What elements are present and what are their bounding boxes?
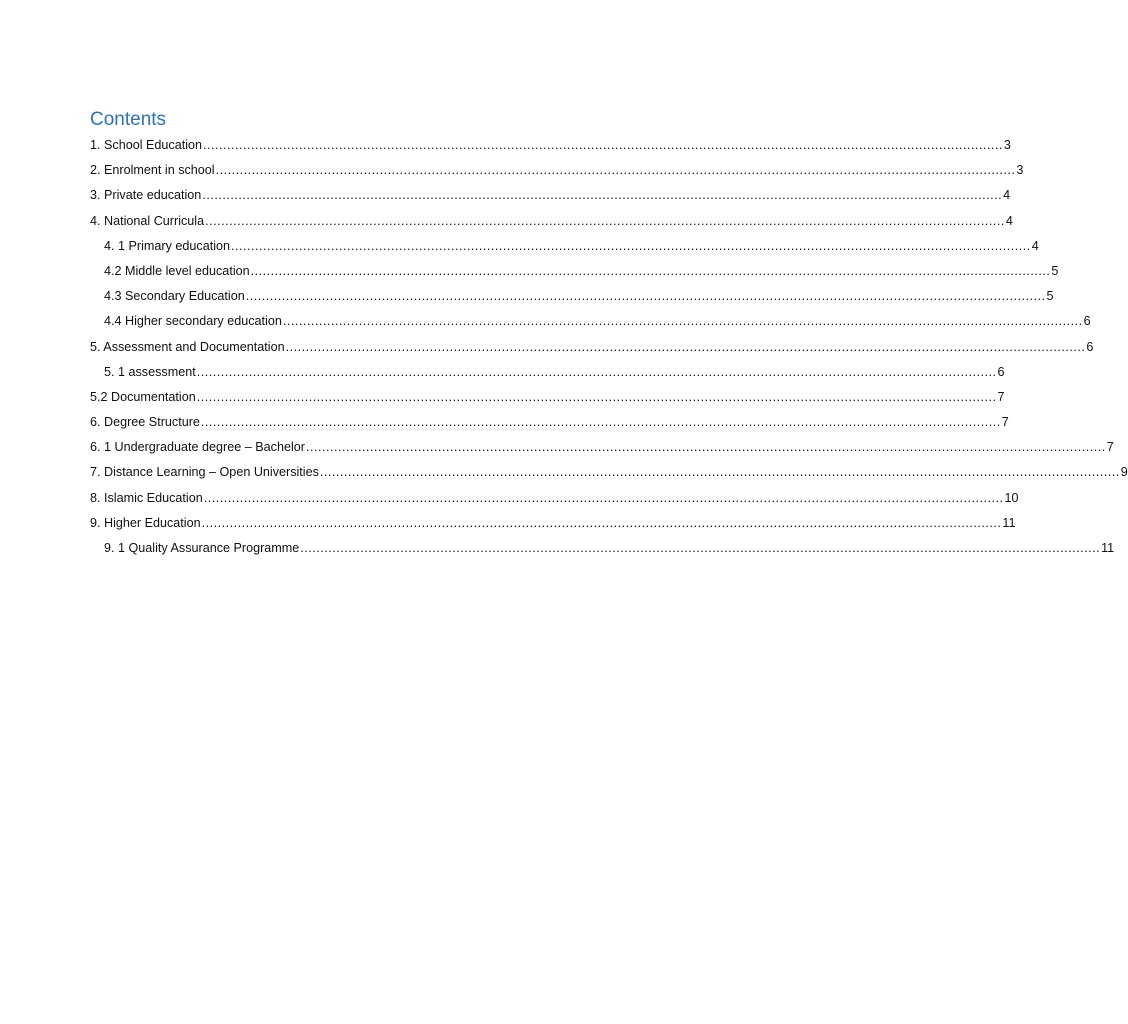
toc-entry-label: 2. Enrolment in school xyxy=(90,163,215,178)
toc-entry[interactable] xyxy=(90,536,1115,561)
toc-dot-leader: ........................................................................................................................................................................................................ xyxy=(196,364,997,379)
toc-entry[interactable] xyxy=(90,460,1128,485)
toc-page-number: 5 xyxy=(1051,263,1059,278)
toc-entry-label: 6. 1 Undergraduate degree – Bachelor xyxy=(90,440,305,455)
toc-entry[interactable] xyxy=(90,259,1059,284)
toc-dot-leader: ........................................................................................................................................................................................................ xyxy=(231,238,1031,253)
toc-entry-label: 8. Islamic Education xyxy=(90,490,203,505)
toc-page-number: 11 xyxy=(1101,541,1115,555)
toc-page-number: 4 xyxy=(1003,188,1011,203)
toc-entry-label: 4. 1 Primary education xyxy=(104,238,230,253)
toc-entry-label: 4. National Curricula xyxy=(90,213,205,228)
toc-entry[interactable] xyxy=(90,133,1011,158)
toc-dot-leader: ........................................................................................................................................................................................................ xyxy=(319,465,1120,480)
toc-page-number: 9 xyxy=(1120,465,1128,480)
toc-dot-leader: ........................................................................................................................................................................................................ xyxy=(200,415,1001,430)
toc-entry[interactable] xyxy=(90,158,1024,183)
table-of-contents xyxy=(90,108,1128,561)
toc-dot-leader: ........................................................................................................................................................................................................ xyxy=(282,314,1083,329)
toc-dot-leader: ........................................................................................................................................................................................................ xyxy=(300,541,1101,555)
toc-dot-leader: ........................................................................................................................................................................................................ xyxy=(203,490,1004,505)
toc-page-number: 3 xyxy=(1003,138,1011,152)
toc-entry[interactable] xyxy=(90,360,1005,385)
toc-entry[interactable] xyxy=(90,183,1011,208)
toc-entry-label: 5. 1 assessment xyxy=(104,364,196,379)
toc-page-number: 6 xyxy=(997,364,1005,379)
toc-entry[interactable] xyxy=(90,309,1091,334)
toc-dot-leader: ........................................................................................................................................................................................................ xyxy=(196,389,997,404)
toc-dot-leader: ........................................................................................................................................................................................................ xyxy=(215,163,1016,178)
toc-page-number: 6 xyxy=(1083,314,1091,329)
toc-dot-leader: ........................................................................................................................................................................................................ xyxy=(285,339,1086,354)
toc-entry-label: 7. Distance Learning – Open Universities xyxy=(90,465,319,480)
toc-entry[interactable] xyxy=(90,435,1114,460)
toc-entry[interactable] xyxy=(90,284,1054,309)
toc-page-number: 5 xyxy=(1046,289,1054,304)
toc-dot-leader: ........................................................................................................................................................................................................ xyxy=(202,188,1003,203)
toc-dot-leader: ........................................................................................................................................................................................................ xyxy=(203,138,1003,152)
toc-page-number: 11 xyxy=(1002,515,1016,530)
toc-entry-label: 4.3 Secondary Education xyxy=(104,289,245,304)
toc-entry[interactable] xyxy=(90,410,1009,435)
toc-entry-label: 9. 1 Quality Assurance Programme xyxy=(104,541,300,555)
toc-dot-leader: ........................................................................................................................................................................................................ xyxy=(201,515,1002,530)
toc-entry-label: 3. Private education xyxy=(90,188,202,203)
toc-entry-label: 4.2 Middle level education xyxy=(104,263,250,278)
toc-entry-label: 9. Higher Education xyxy=(90,515,201,530)
toc-page-number: 10 xyxy=(1004,490,1019,505)
toc-entry-label: 1. School Education xyxy=(90,138,203,152)
toc-page-number: 3 xyxy=(1016,163,1024,178)
toc-page-number: 4 xyxy=(1005,213,1013,228)
toc-entry-label: 5.2 Documentation xyxy=(90,389,196,404)
toc-entry[interactable] xyxy=(90,335,1094,360)
toc-entry-label: 6. Degree Structure xyxy=(90,415,200,430)
toc-dot-leader: ........................................................................................................................................................................................................ xyxy=(250,263,1051,278)
toc-entry[interactable] xyxy=(90,209,1013,234)
toc-page-number: 6 xyxy=(1086,339,1094,354)
toc-entry-label: 5. Assessment and Documentation xyxy=(90,339,285,354)
toc-dot-leader: ........................................................................................................................................................................................................ xyxy=(305,440,1106,455)
toc-page-number: 7 xyxy=(1001,415,1009,430)
toc-page-number: 7 xyxy=(1106,440,1114,455)
toc-entry-label: 4.4 Higher secondary education xyxy=(104,314,282,329)
toc-entry[interactable] xyxy=(90,486,1019,511)
toc-entry[interactable] xyxy=(90,234,1039,259)
toc-dot-leader: ........................................................................................................................................................................................................ xyxy=(205,213,1005,228)
toc-entry[interactable] xyxy=(90,511,1016,536)
toc-title: Contents xyxy=(90,109,167,130)
toc-dot-leader: ........................................................................................................................................................................................................ xyxy=(245,289,1046,304)
toc-page-number: 4 xyxy=(1031,238,1039,253)
toc-page-number: 7 xyxy=(997,389,1005,404)
toc-entry[interactable] xyxy=(90,385,1005,410)
